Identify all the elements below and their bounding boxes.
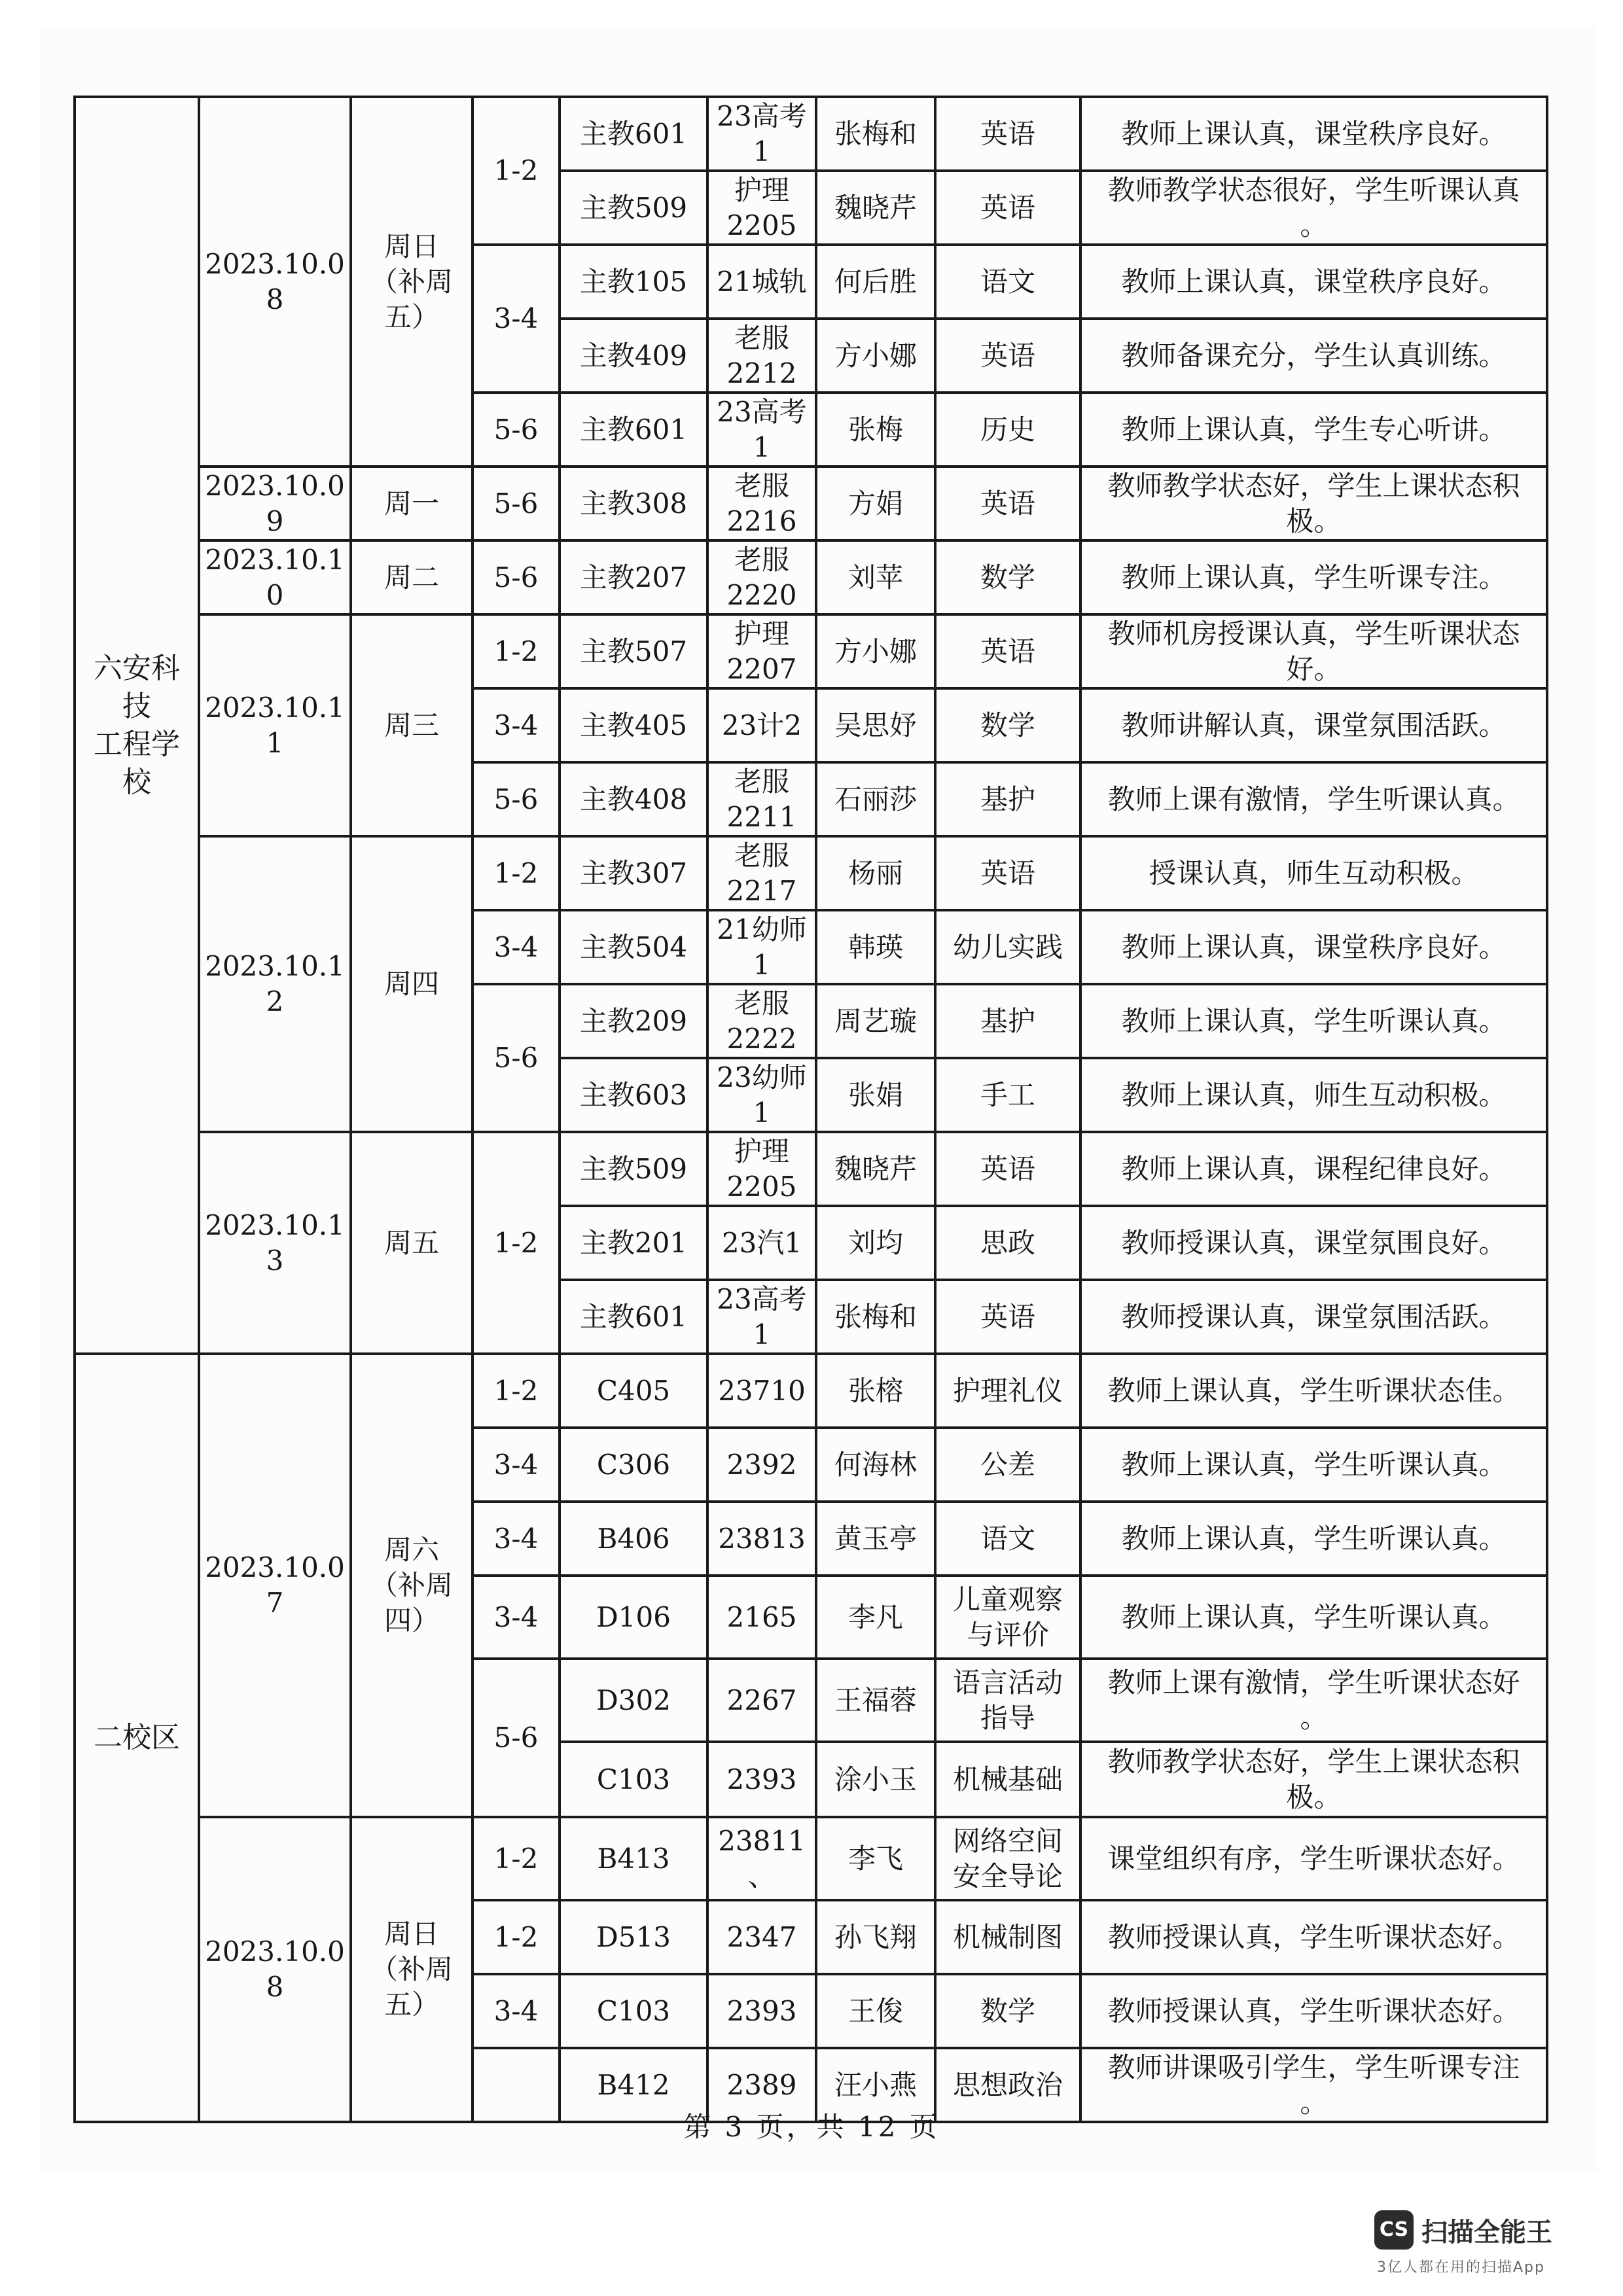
period-cell: 5-6 — [473, 467, 560, 540]
remark-cell: 教师上课认真，课堂秩序良好。 — [1080, 245, 1547, 319]
teacher-cell: 方娟 — [816, 467, 935, 540]
teacher-cell: 汪小燕 — [816, 2048, 935, 2122]
remark-cell: 教师机房授课认真，学生听课状态 好。 — [1080, 614, 1547, 688]
subject-cell: 英语 — [935, 171, 1080, 245]
class-cell: 2393 — [707, 1974, 816, 2048]
school-name-cell: 二校区 — [75, 1354, 199, 2122]
weekday-cell: 周四 — [351, 836, 473, 1132]
remark-cell: 教师上课认真，学生听课认真。 — [1080, 984, 1547, 1058]
teacher-cell: 刘均 — [816, 1206, 935, 1280]
date-cell: 2023.10.12 — [199, 836, 351, 1132]
subject-cell: 思想政治 — [935, 2048, 1080, 2122]
period-cell: 1-2 — [473, 1132, 560, 1354]
table-row — [75, 540, 1547, 614]
teacher-cell: 张娟 — [816, 1058, 935, 1132]
subject-cell: 英语 — [935, 1132, 1080, 1206]
room-cell: C405 — [560, 1354, 707, 1428]
table-row — [75, 97, 1547, 171]
room-cell: 主教209 — [560, 984, 707, 1058]
room-cell: 主教509 — [560, 171, 707, 245]
class-cell: 2392 — [707, 1428, 816, 1502]
period-cell: 1-2 — [473, 1354, 560, 1428]
class-cell: 护理 2205 — [707, 171, 816, 245]
date-cell: 2023.10.09 — [199, 467, 351, 540]
teacher-cell: 李凡 — [816, 1576, 935, 1659]
period-cell: 1-2 — [473, 1900, 560, 1974]
teacher-cell: 何海林 — [816, 1428, 935, 1502]
subject-cell: 思政 — [935, 1206, 1080, 1280]
teacher-cell: 石丽莎 — [816, 762, 935, 836]
date-cell: 2023.10.11 — [199, 614, 351, 836]
class-cell: 老服 2220 — [707, 540, 816, 614]
period-cell: 5-6 — [473, 984, 560, 1132]
teacher-cell: 李飞 — [816, 1817, 935, 1900]
subject-cell: 语文 — [935, 245, 1080, 319]
class-cell: 21城轨 — [707, 245, 816, 319]
remark-cell: 教师上课认真，学生听课认真。 — [1080, 1428, 1547, 1502]
remark-cell: 教师备课充分，学生认真训练。 — [1080, 319, 1547, 393]
subject-cell: 护理礼仪 — [935, 1354, 1080, 1428]
teacher-cell: 张梅和 — [816, 1280, 935, 1354]
period-cell: 5-6 — [473, 540, 560, 614]
room-cell: D106 — [560, 1576, 707, 1659]
room-cell: 主教504 — [560, 910, 707, 984]
remark-cell: 教师上课认真，学生听课状态佳。 — [1080, 1354, 1547, 1428]
teacher-cell: 刘苹 — [816, 540, 935, 614]
remark-cell: 教师授课认真，课堂氛围良好。 — [1080, 1206, 1547, 1280]
subject-cell: 机械制图 — [935, 1900, 1080, 1974]
watermark-app-name: 扫描全能王 — [1421, 2217, 1552, 2248]
room-cell: B413 — [560, 1817, 707, 1900]
period-cell: 3-4 — [473, 688, 560, 762]
room-cell: 主教201 — [560, 1206, 707, 1280]
date-cell: 2023.10.13 — [199, 1132, 351, 1354]
subject-cell: 英语 — [935, 97, 1080, 171]
subject-cell: 英语 — [935, 467, 1080, 540]
weekday-cell: 周日 （补周 五） — [351, 1817, 473, 2122]
room-cell: 主教408 — [560, 762, 707, 836]
subject-cell: 数学 — [935, 688, 1080, 762]
remark-cell: 教师上课认真，课堂秩序良好。 — [1080, 910, 1547, 984]
room-cell: 主教308 — [560, 467, 707, 540]
period-cell: 1-2 — [473, 614, 560, 688]
table-row — [75, 836, 1547, 910]
period-cell: 1-2 — [473, 836, 560, 910]
subject-cell: 机械基础 — [935, 1742, 1080, 1817]
weekday-cell: 周一 — [351, 467, 473, 540]
period-cell: 3-4 — [473, 245, 560, 393]
room-cell: 主教601 — [560, 1280, 707, 1354]
room-cell: 主教105 — [560, 245, 707, 319]
room-cell: 主教507 — [560, 614, 707, 688]
subject-cell: 语文 — [935, 1502, 1080, 1576]
subject-cell: 网络空间 安全导论 — [935, 1817, 1080, 1900]
weekday-cell: 周三 — [351, 614, 473, 836]
room-cell: 主教601 — [560, 393, 707, 467]
teacher-cell: 魏晓芹 — [816, 1132, 935, 1206]
teacher-cell: 何后胜 — [816, 245, 935, 319]
subject-cell: 基护 — [935, 762, 1080, 836]
remark-cell: 教师授课认真，课堂氛围活跃。 — [1080, 1280, 1547, 1354]
remark-cell: 教师授课认真，学生听课状态好。 — [1080, 1900, 1547, 1974]
teacher-cell: 涂小玉 — [816, 1742, 935, 1817]
class-cell: 23高考 1 — [707, 1280, 816, 1354]
class-cell: 2347 — [707, 1900, 816, 1974]
period-cell: 5-6 — [473, 1659, 560, 1817]
table-row — [75, 1354, 1547, 1428]
room-cell: 主教405 — [560, 688, 707, 762]
subject-cell: 英语 — [935, 1280, 1080, 1354]
room-cell: C306 — [560, 1428, 707, 1502]
class-cell: 护理 2205 — [707, 1132, 816, 1206]
teacher-cell: 韩瑛 — [816, 910, 935, 984]
class-cell: 老服 2212 — [707, 319, 816, 393]
subject-cell: 英语 — [935, 319, 1080, 393]
room-cell: 主教307 — [560, 836, 707, 910]
period-cell: 1-2 — [473, 97, 560, 245]
period-cell: 5-6 — [473, 393, 560, 467]
table-row — [75, 614, 1547, 688]
remark-cell: 课堂组织有序，学生听课状态好。 — [1080, 1817, 1547, 1900]
class-cell: 23高考 1 — [707, 97, 816, 171]
subject-cell: 英语 — [935, 614, 1080, 688]
class-cell: 老服 2217 — [707, 836, 816, 910]
teacher-cell: 魏晓芹 — [816, 171, 935, 245]
period-cell: 3-4 — [473, 1428, 560, 1502]
period-cell: 3-4 — [473, 910, 560, 984]
remark-cell: 教师上课有激情，学生听课认真。 — [1080, 762, 1547, 836]
room-cell: 主教207 — [560, 540, 707, 614]
teacher-cell: 张榕 — [816, 1354, 935, 1428]
period-cell: 3-4 — [473, 1576, 560, 1659]
remark-cell: 教师上课有激情，学生听课状态好 。 — [1080, 1659, 1547, 1742]
remark-cell: 教师讲解认真，课堂氛围活跃。 — [1080, 688, 1547, 762]
class-cell: 护理 2207 — [707, 614, 816, 688]
remark-cell: 教师授课认真，学生听课状态好。 — [1080, 1974, 1547, 2048]
watermark-tagline: 3亿人都在用的扫描App — [1377, 2259, 1545, 2276]
room-cell: 主教603 — [560, 1058, 707, 1132]
class-cell: 23710 — [707, 1354, 816, 1428]
subject-cell: 英语 — [935, 836, 1080, 910]
room-cell: B412 — [560, 2048, 707, 2122]
class-cell: 老服 2216 — [707, 467, 816, 540]
class-cell: 23813 — [707, 1502, 816, 1576]
class-cell: 老服 2222 — [707, 984, 816, 1058]
table-row — [75, 467, 1547, 540]
room-cell: D302 — [560, 1659, 707, 1742]
remark-cell: 教师讲课吸引学生，学生听课专注 。 — [1080, 2048, 1547, 2122]
subject-cell: 基护 — [935, 984, 1080, 1058]
room-cell: D513 — [560, 1900, 707, 1974]
weekday-cell: 周二 — [351, 540, 473, 614]
teacher-cell: 王俊 — [816, 1974, 935, 2048]
class-cell: 23811 、 — [707, 1817, 816, 1900]
teacher-cell: 杨丽 — [816, 836, 935, 910]
subject-cell: 数学 — [935, 540, 1080, 614]
teacher-cell: 方小娜 — [816, 319, 935, 393]
camscanner-logo-icon: CS — [1374, 2210, 1414, 2250]
class-cell: 2165 — [707, 1576, 816, 1659]
subject-cell: 公差 — [935, 1428, 1080, 1502]
weekday-cell: 周日 （补周 五） — [351, 97, 473, 467]
date-cell: 2023.10.07 — [199, 1354, 351, 1817]
table-row — [75, 1132, 1547, 1206]
room-cell: C103 — [560, 1742, 707, 1817]
class-cell: 21幼师 1 — [707, 910, 816, 984]
page-footer: 第 3 页，共 12 页 — [683, 2111, 940, 2143]
date-cell: 2023.10.08 — [199, 1817, 351, 2122]
room-cell: 主教509 — [560, 1132, 707, 1206]
room-cell: C103 — [560, 1974, 707, 2048]
remark-cell: 教师上课认真，学生听课认真。 — [1080, 1576, 1547, 1659]
weekday-cell: 周五 — [351, 1132, 473, 1354]
remark-cell: 教师上课认真，课堂秩序良好。 — [1080, 97, 1547, 171]
date-cell: 2023.10.08 — [199, 97, 351, 467]
period-cell: 3-4 — [473, 1502, 560, 1576]
class-cell: 老服 2211 — [707, 762, 816, 836]
table-row — [75, 1817, 1547, 1900]
remark-cell: 教师上课认真，学生听课认真。 — [1080, 1502, 1547, 1576]
remark-cell: 教师上课认真，学生专心听讲。 — [1080, 393, 1547, 467]
period-cell: 5-6 — [473, 762, 560, 836]
period-cell: 3-4 — [473, 1974, 560, 2048]
remark-cell: 教师教学状态很好，学生听课认真 。 — [1080, 171, 1547, 245]
subject-cell: 手工 — [935, 1058, 1080, 1132]
teacher-cell: 张梅和 — [816, 97, 935, 171]
class-cell: 23幼师 1 — [707, 1058, 816, 1132]
teacher-cell: 黄玉亭 — [816, 1502, 935, 1576]
class-cell: 23计2 — [707, 688, 816, 762]
subject-cell: 数学 — [935, 1974, 1080, 2048]
subject-cell: 儿童观察 与评价 — [935, 1576, 1080, 1659]
teacher-cell: 吴思妤 — [816, 688, 935, 762]
remark-cell: 授课认真，师生互动积极。 — [1080, 836, 1547, 910]
class-cell: 2267 — [707, 1659, 816, 1742]
remark-cell: 教师上课认真，课程纪律良好。 — [1080, 1132, 1547, 1206]
teacher-cell: 王福蓉 — [816, 1659, 935, 1742]
room-cell: B406 — [560, 1502, 707, 1576]
school-name-cell: 六安科技 工程学校 — [75, 97, 199, 1354]
remark-cell: 教师上课认真，学生听课专注。 — [1080, 540, 1547, 614]
class-cell: 23汽1 — [707, 1206, 816, 1280]
period-cell: 1-2 — [473, 1817, 560, 1900]
class-cell: 23高考 1 — [707, 393, 816, 467]
subject-cell: 历史 — [935, 393, 1080, 467]
room-cell: 主教601 — [560, 97, 707, 171]
teacher-cell: 孙飞翔 — [816, 1900, 935, 1974]
remark-cell: 教师上课认真，师生互动积极。 — [1080, 1058, 1547, 1132]
room-cell: 主教409 — [560, 319, 707, 393]
weekday-cell: 周六 （补周 四） — [351, 1354, 473, 1817]
remark-cell: 教师教学状态好，学生上课状态积 极。 — [1080, 1742, 1547, 1817]
class-cell: 2389 — [707, 2048, 816, 2122]
remark-cell: 教师教学状态好，学生上课状态积 极。 — [1080, 467, 1547, 540]
scanner-watermark — [1374, 2204, 1597, 2282]
subject-cell: 语言活动 指导 — [935, 1659, 1080, 1742]
subject-cell: 幼儿实践 — [935, 910, 1080, 984]
date-cell: 2023.10.10 — [199, 540, 351, 614]
inspection-table — [73, 96, 1548, 2123]
class-cell: 2393 — [707, 1742, 816, 1817]
teacher-cell: 方小娜 — [816, 614, 935, 688]
teacher-cell: 张梅 — [816, 393, 935, 467]
teacher-cell: 周艺璇 — [816, 984, 935, 1058]
